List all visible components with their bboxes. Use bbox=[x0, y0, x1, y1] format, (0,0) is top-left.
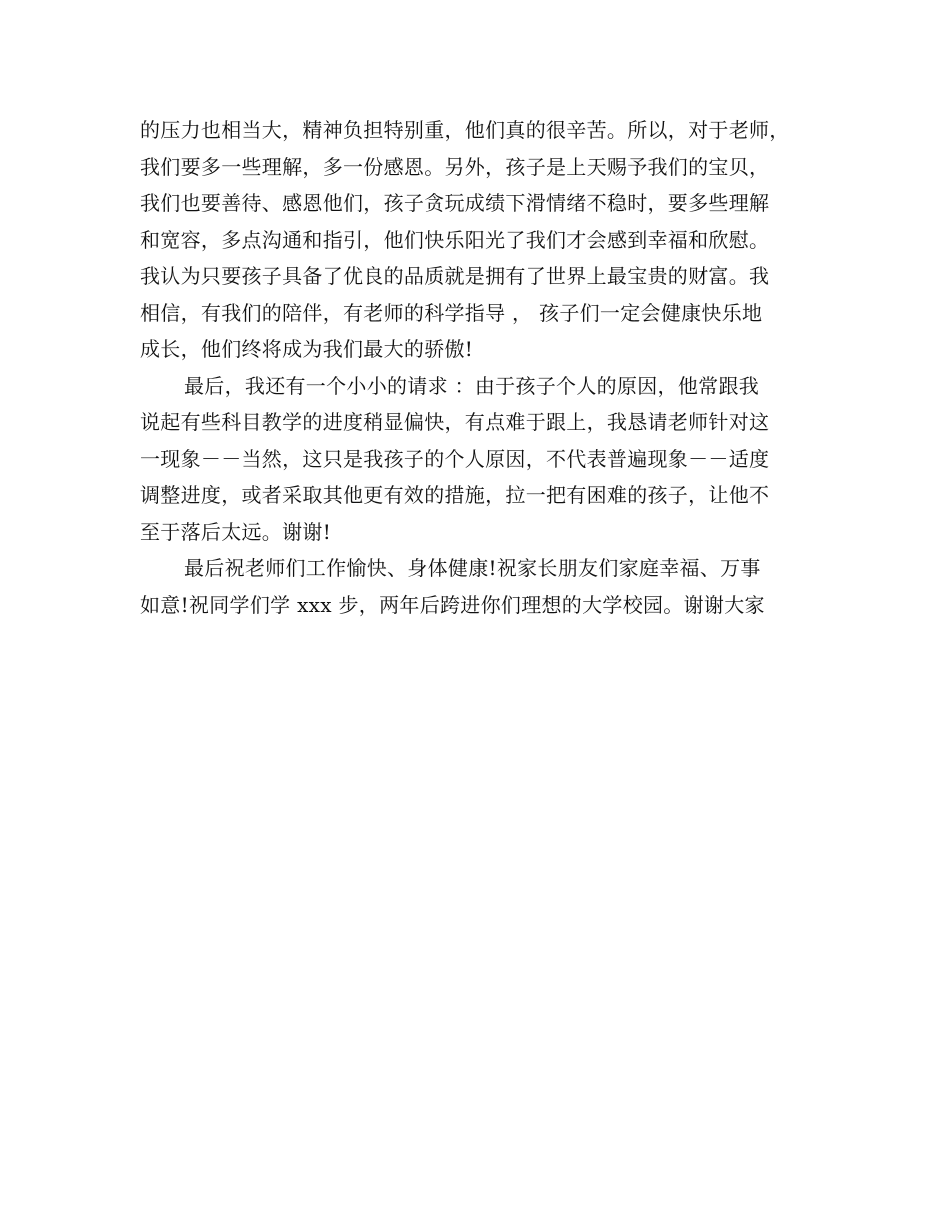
text-line: 我们要多一些理解，多一份感恩。另外，孩子是上天赐予我们的宝贝， bbox=[140, 154, 770, 179]
text-line: 至于落后太远。谢谢! bbox=[140, 519, 332, 544]
text-line: 我们也要善待、感恩他们，孩子贪玩成绩下滑情绪不稳时，要多些理解 bbox=[140, 191, 770, 215]
text-line: 如意!祝同学们学 xxx 步，两年后跨进你们理想的大学校园。谢谢大家 bbox=[140, 592, 765, 617]
paragraph-first-line: 最后，我还有一个小小的请求 ：由于孩子个人的原因，他常跟我 bbox=[184, 373, 760, 398]
text-line: 我认为只要孩子具备了优良的品质就是拥有了世界上最宝贵的财富。我 bbox=[140, 264, 770, 288]
text-line: 说起有些科目教学的进度稍显偏快，有点难于跟上，我恳请老师针对这 bbox=[140, 410, 770, 434]
text-line: 相信，有我们的陪伴，有老师的科学指导 ， 孩子们一定会健康快乐地 bbox=[140, 300, 763, 325]
paragraph-first-line: 最后祝老师们工作愉快、身体健康!祝家长朋友们家庭幸福、万事 bbox=[184, 556, 761, 580]
text-line: 的压力也相当大，精神负担特别重，他们真的很辛苦。所以，对于老师， bbox=[140, 118, 790, 142]
document-body bbox=[140, 112, 820, 623]
text-line: 调整进度，或者采取其他更有效的措施，拉一把有困难的孩子，让他不 bbox=[140, 483, 770, 507]
text-line: 成长，他们终将成为我们最大的骄傲! bbox=[140, 337, 474, 361]
text-line: 一现象－－当然，这只是我孩子的个人原因，不代表普遍现象－－适度 bbox=[140, 446, 770, 471]
text-line: 和宽容，多点沟通和指引，他们快乐阳光了我们才会感到幸福和欣慰。 bbox=[140, 227, 770, 252]
